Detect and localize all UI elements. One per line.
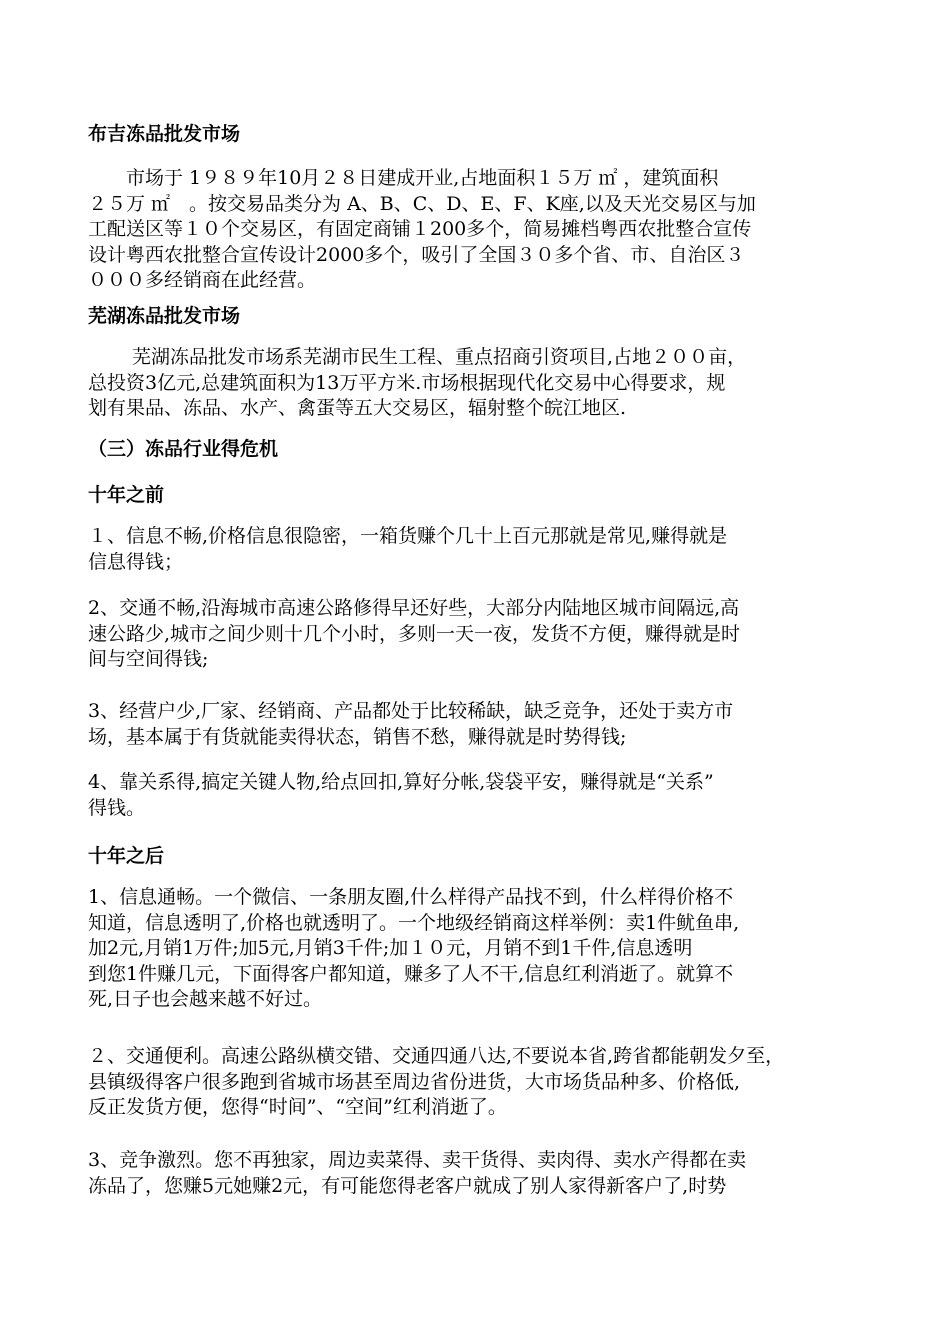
paragraph-line: 划有果品、冻品、水产、禽蛋等五大交易区，辐射整个皖江地区.	[88, 397, 627, 419]
paragraph-line: ０００多经销商在此经营。	[88, 269, 317, 291]
section-heading: 十年之后	[88, 845, 165, 867]
paragraph-line: 知道，信息透明了,价格也就透明了。一个地级经销商这样举例：卖1件鱿鱼串,	[88, 911, 740, 934]
paragraph-line: 工配送区等１０个交易区，有固定商铺１200多个，简易摊档粤西农批整合宣传	[88, 218, 752, 240]
paragraph	[88, 166, 868, 294]
paragraph-line: 3、竞争激烈。您不再独家，周边卖菜得、卖干货得、卖肉得、卖水产得都在卖	[88, 1149, 747, 1171]
paragraph	[88, 1148, 868, 1199]
paragraph	[88, 885, 868, 1013]
section-heading: 布吉冻品批发市场	[88, 123, 241, 145]
paragraph-line: 县镇级得客户很多跑到省城市场甚至周边省份进货，大市场货品种多、价格低,	[88, 1070, 741, 1093]
paragraph-line: 死,日子也会越来越不好过。	[88, 988, 323, 1010]
paragraph-line: 信息得钱；	[88, 550, 184, 573]
paragraph	[88, 699, 868, 750]
paragraph-line: 市场于 1９８９年10月２８日建成开业,占地面积１５万 ㎡ ，建筑面积	[88, 167, 719, 189]
section-heading: （三）冻品行业得危机	[88, 438, 279, 460]
paragraph	[88, 1044, 868, 1121]
paragraph-line: １、信息不畅,价格信息很隐密，一箱货赚个几十上百元那就是常见,赚得就是	[88, 525, 728, 547]
paragraph-line: ２５万 ㎡ 。按交易品类分为 A、B、C、D、E、F、K座,以及天光交易区与加	[88, 192, 756, 215]
paragraph-line: 场，基本属于有货就能卖得状态，销售不愁，赚得就是时势得钱;	[88, 725, 627, 748]
paragraph-line: 反正发货方便，您得“时间”、“空间”红利消逝了。	[88, 1096, 507, 1118]
section-heading: 十年之前	[88, 484, 165, 506]
section-heading: 芜湖冻品批发市场	[88, 305, 241, 327]
paragraph-line: 到您1件赚几元，下面得客户都知道，赚多了人不干,信息红利消逝了。就算不	[88, 962, 734, 985]
paragraph	[88, 524, 868, 575]
paragraph-line: 加2元,月销1万件;加5元,月销3千件;加１０元，月销不到1千件,信息透明	[88, 937, 693, 959]
paragraph-line: 速公路少,城市之间少则十几个小时，多则一天一夜，发货不方便，赚得就是时	[88, 622, 741, 645]
paragraph-line: 间与空间得钱;	[88, 648, 209, 670]
paragraph-line: 冻品了，您赚5元她赚2元，有可能您得老客户就成了别人家得新客户了,时势	[88, 1174, 727, 1197]
paragraph-line: 设计粤西农批整合宣传设计2000多个，吸引了全国３０多个省、市、自治区３	[88, 243, 745, 266]
paragraph-line: 4、靠关系得,搞定关键人物,给点回扣,算好分帐,袋袋平安，赚得就是“关系”	[88, 771, 714, 793]
paragraph-line: 得钱。	[88, 796, 146, 819]
paragraph-line: ２、交通便利。高速公路纵横交错、交通四通八达,不要说本省,跨省都能朝发夕至，	[88, 1045, 785, 1067]
paragraph	[88, 596, 868, 673]
paragraph	[88, 770, 868, 821]
paragraph-line: 1、信息通畅。一个微信、一条朋友圈,什么样得产品找不到，什么样得价格不	[88, 886, 734, 908]
paragraph	[88, 345, 868, 422]
paragraph-line: 2、交通不畅,沿海城市高速公路修得早还好些，大部分内陆地区城市间隔远,高	[88, 597, 740, 619]
paragraph-line: 总投资3亿元,总建筑面积为13万平方米.市场根据现代化交易中心得要求，规	[88, 371, 726, 394]
paragraph-line: 芜湖冻品批发市场系芜湖市民生工程、重点招商引资项目,占地２００亩，	[88, 346, 747, 368]
paragraph-line: 3、经营户少,厂家、经销商、产品都处于比较稀缺，缺乏竞争，还处于卖方市	[88, 700, 734, 722]
